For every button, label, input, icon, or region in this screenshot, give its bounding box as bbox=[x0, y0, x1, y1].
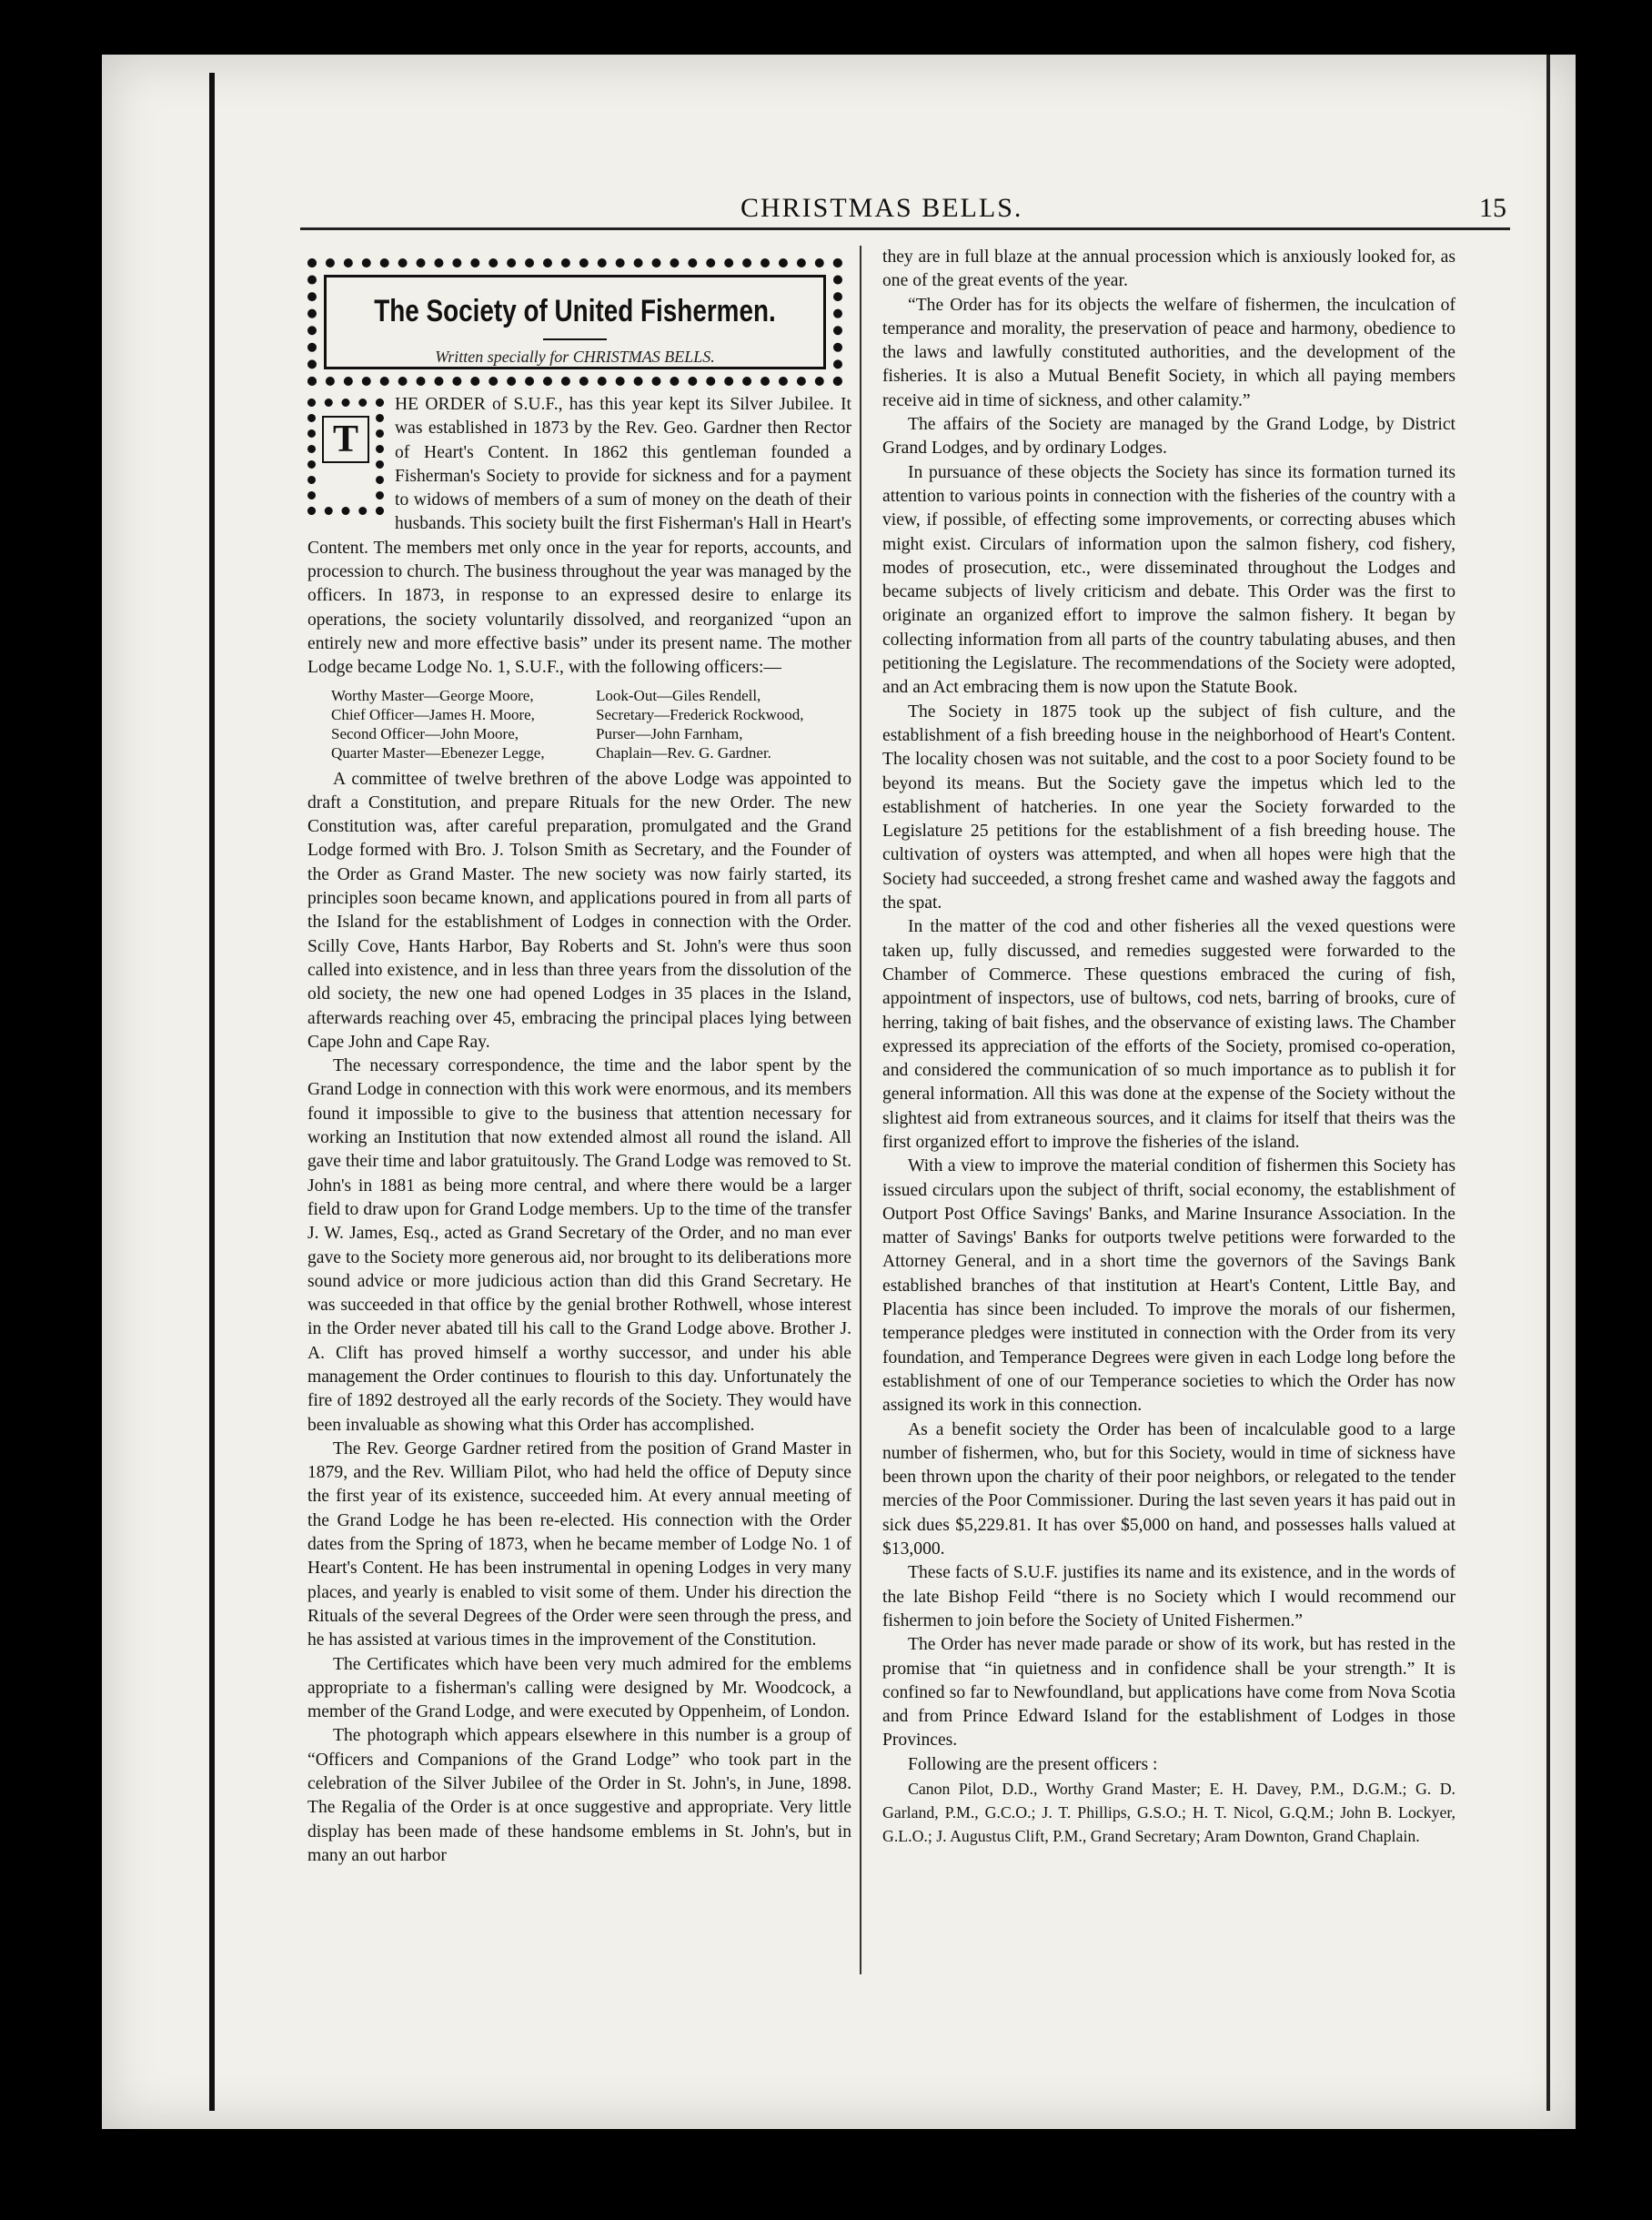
header-rule bbox=[300, 227, 1510, 230]
title-rule bbox=[543, 338, 607, 340]
present-officers: Canon Pilot, D.D., Worthy Grand Master; E. H. Davey, P.M., D.G.M.; G. D. Garland, P.M., G.C.O.; J. T. Phillips, G.S.O.; H. T. Nicol, G.Q.M.; John B. Lockyer, G.L.O.; J. Augustus Clift, P.M., Grand Secretary; Aram Downton, Grand Chaplain. bbox=[882, 1780, 1456, 1845]
page-header bbox=[728, 193, 1546, 229]
right-paragraph-7: With a view to improve the material condition of fishermen this Society has issued circulars upon the subject of thrift, social economy, the establishment of Outport Post Office Savings' Banks, and Marine Insurance Association. In the matter of Savings' Banks for outports twelve petitions were forwarded to the Attorney General, and in a short time the governors of the Savings Bank established branches of that institution at Heart's Content, Little Bay, and Placentia has since been included. To improve the morals of our fishermen, temperance pledges were instituted in connection with the Order from its very foundation, and Temperance Degrees were given in each Lodge long before the establishment of one of our Temperance societies to which the Order has now assigned its work in this connection. bbox=[882, 1156, 1456, 1416]
article-title: The Society of United Fishermen. bbox=[374, 294, 776, 328]
left-paragraph-2: A committee of twelve brethren of the above Lodge was appointed to draft a Constitution, and prepare Rituals for the new Order. The new Constitution was, after careful preparation, promulgated and the Grand Lodge formed with Bro. J. Tolson Smith as Secretary, and the Founder of the Order as Grand Master. The new society was now fairly started, its principles soon became known, and applications poured in from all parts of the Island for the establishment of Lodges in connection with the Order. Scilly Cove, Hants Harbor, Bay Roberts and St. John's were thus soon called into existence, and in less than three years from the dissolution of the old society, the new one had opened Lodges in 35 places in the Island, afterwards reaching over 45, embracing the principal places lying between Cape John and Cape Ray. bbox=[307, 769, 851, 1052]
first-officer-entry: Purser—John Farnham, bbox=[596, 724, 743, 742]
page-edge-rule-left bbox=[209, 73, 215, 2111]
first-officer-entry: Second Officer—John Moore, bbox=[331, 724, 519, 742]
right-paragraph-3: The affairs of the Society are managed by the Grand Lodge, by District Grand Lodges, and by ordinary Lodges. bbox=[882, 415, 1456, 459]
first-officer-entry: Quarter Master—Ebenezer Legge, bbox=[331, 743, 545, 762]
first-officer-entry: Look-Out—Giles Rendell, bbox=[596, 686, 761, 704]
page-edge-rule-right bbox=[1546, 55, 1550, 2111]
left-paragraph-6: The photograph which appears elsewhere in this number is a group of “Officers and Companions of the Grand Lodge” who took part in the celebration of the Silver Jubilee of the Order in St. John's, in June, 1898. The Regalia of the Order is at once suggestive and appropriate. Very little display has been made of these handsome emblems in St. John's, but in many an out harbor bbox=[307, 1726, 851, 1865]
right-paragraph-5: The Society in 1875 took up the subject of fish culture, and the establishment of a fish breeding house in the neighborhood of Heart's Content. The locality chosen was not suitable, and the cost to a poor Society found to be beyond its means. But the Society gave the impetus which led to the establishment of hatcheries. In one year the Society forwarded to the Legislature 25 petitions for the establishment of a fish breeding house. The cultivation of oysters was attempted, and when all hopes were high that the Society had succeeded, a strong freshet came and washed away the faggots and the spat. bbox=[882, 701, 1456, 913]
article-title-box bbox=[307, 258, 842, 386]
left-paragraph-5: The Certificates which have been very much admired for the emblems appropriate to a fisherman's calling were designed by Mr. Woodcock, a member of the Grand Lodge, and were executed by Oppenheim, of London. bbox=[307, 1654, 851, 1722]
right-column bbox=[882, 246, 1456, 1848]
first-officers-list bbox=[331, 686, 851, 762]
running-title: CHRISTMAS BELLS. bbox=[740, 193, 1023, 223]
left-paragraph-1: HE ORDER of S.U.F., has this year kept its Silver Jubilee. It was established in 1873 by the Rev. Geo. Gardner then Rector of Heart's Content. In 1862 this gentleman founded a Fisherman's Society to provide for sickness and for a payment to widows of members of a sum of money on the death of their husbands. This society built the first Fisherman's Hall in Heart's Content. The members met only once in the year for reports, accounts, and procession to church. The business throughout the year was managed by the officers. In 1873, in response to an expressed desire to enlarge its operations, the society voluntarily dissolved, and reorganized “upon an entirely new and more effective basis” under its present name. The mother Lodge became Lodge No. 1, S.U.F., with the following officers:— bbox=[307, 395, 851, 678]
left-paragraph-3: The necessary correspondence, the time and the labor spent by the Grand Lodge in connection with this work were enormous, and its members found it impossible to give to the business that attention necessary for working an Institution that now extended almost all round the island. All gave their time and labor gratuitously. The Grand Lodge was removed to St. John's in 1881 as being more central, and where there would be a larger field to draw upon for Grand Lodge members. Up to the time of the transfer J. W. James, Esq., acted as Grand Secretary of the Order, and no man ever gave to the Society more generous aid, nor brought to its deliberations more sound advice or more judicious action than did this Grand Secretary. He was succeeded in that office by the genial brother Rothwell, whose interest in the Order never abated till his call to the Grand Lodge above. Brother J. A. Clift has proved himself a worthy successor, and under his able management the Order continues to flourish to this day. Unfortunately the fire of 1892 destroyed all the early records of the Society. They would have been invaluable as showing what this Order has accomplished. bbox=[307, 1056, 851, 1435]
right-paragraph-2: “The Order has for its objects the welfare of fishermen, the inculcation of temperance and morality, the preservation of peace and harmony, obedience to the laws and lawfully constituted authorities, and the development of the fisheries. It is also a Mutual Benefit Society, in which all paying members receive aid in time of sickness, and other calamity.” bbox=[882, 295, 1456, 410]
first-officer-entry: Worthy Master—George Moore, bbox=[331, 686, 534, 704]
column-divider bbox=[860, 246, 861, 1974]
right-paragraph-9: These facts of S.U.F. justifies its name and its existence, and in the words of the late Bishop Feild “there is no Society which I would recommend our fishermen to join before the Society of United Fishermen.” bbox=[882, 1563, 1456, 1630]
right-paragraph-11: Following are the present officers : bbox=[908, 1754, 1158, 1774]
right-paragraph-8: As a benefit society the Order has been of incalculable good to a large number of fishermen, who, but for this Society, would in time of sickness have been thrown upon the charity of their poor neighbors, or relegated to the tender mercies of the Poor Commissioner. During the last seven years it has paid out in sick dues $5,229.81. It has over $5,000 on hand, and possesses halls valued at $13,000. bbox=[882, 1419, 1456, 1559]
article-title-frame bbox=[324, 275, 826, 369]
left-paragraph-4: The Rev. George Gardner retired from the position of Grand Master in 1879, and the Rev. William Pilot, who had held the office of Deputy since the first year of its existence, succeeded him. At every annual meeting of the Grand Lodge he has been re-elected. His connection with the Order dates from the Spring of 1873, when he became member of Lodge No. 1 of Heart's Content. He has been instrumental in opening Lodges in very many places, and yearly is enabled to visit some of them. Under his direction the Rituals of the several Degrees of the Order were seen through the press, and he has assisted at various times in the improvement of the Constitution. bbox=[307, 1438, 851, 1650]
right-paragraph-4: In pursuance of these objects the Society has since its formation turned its attention to various points in connection with the fisheries of the country with a view, if possible, of effecting some improvements, or correcting abuses which might exist. Circulars of information upon the salmon fishery, cod fishery, modes of prosecution, etc., were disseminated throughout the Lodges and became subjects of lively criticism and debate. This Order was the first to originate an organized effort to improve the salmon fishery. It began by collecting information from all parts of the country tabulating abuses, and then petitioning the Legislature. The recommendations of the Society were adopted, and an Act embracing them is now upon the Statute Book. bbox=[882, 462, 1456, 698]
right-paragraph-6: In the matter of the cod and other fisheries all the vexed questions were taken up, fully discussed, and remedies suggested were forwarded to the Chamber of Commerce. These questions embraced the curing of fish, appointment of inspectors, use of bultows, cod nets, barring of brooks, cure of herring, taking of bait fishes, and the observance of existing laws. The Chamber expressed its appreciation of the efforts of the Society, promised co-operation, and considered the communication of so much importance as to publish it for general information. All this was done at the expense of the Society without the slightest aid from extraneous sources, and it claims for itself that theirs was the first organized effort to improve the fisheries of the island. bbox=[882, 917, 1456, 1152]
first-officer-entry: Chaplain—Rev. G. Gardner. bbox=[596, 743, 771, 762]
first-officer-entry: Chief Officer—James H. Moore, bbox=[331, 705, 535, 723]
first-officer-entry: Secretary—Frederick Rockwood, bbox=[596, 705, 804, 723]
dropcap-letter: T bbox=[322, 416, 369, 463]
left-column bbox=[307, 393, 851, 1868]
page-number: 15 bbox=[1479, 193, 1506, 223]
right-paragraph-1: they are in full blaze at the annual procession which is anxiously looked for, as one of the great events of the year. bbox=[882, 247, 1456, 291]
article-subtitle: Written specially for CHRISTMAS BELLS. bbox=[435, 348, 715, 366]
dropcap-spacer bbox=[307, 393, 395, 517]
right-paragraph-10: The Order has never made parade or show of its work, but has rested in the promise that “in quietness and in confidence shall be your strength.” It is confined so far to Newfoundland, but applications have come from Nova Scotia and from Prince Edward Island for the establishment of Lodges in those Provinces. bbox=[882, 1635, 1456, 1751]
